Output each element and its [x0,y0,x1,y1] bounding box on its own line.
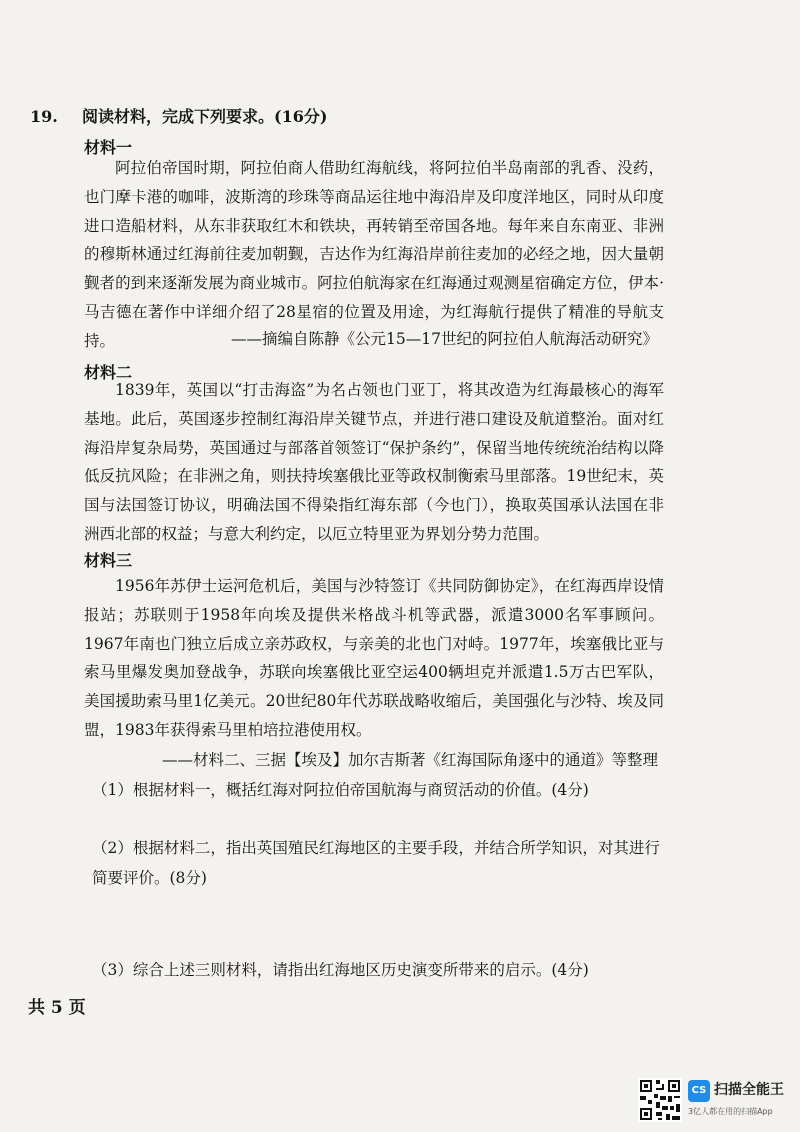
material-1-title: 材料一 [84,138,133,157]
task-1: （1）根据材料一，概括红海对阿拉伯帝国航海与商贸活动的价值。(4分) [92,781,589,799]
material-1-text: 阿拉伯帝国时期，阿拉伯商人借助红海航线，将阿拉伯半岛南部的乳香、没药，也门摩卡港的咖啡，波斯湾的珍珠等商品运往地中海沿岸及印度洋地区，同时从印度进口造船材料，从东非获取红木和铁块，再转销至帝国各地。每年来自东南亚、非洲的穆斯林通过红海前往麦加朝觐，吉达作为红海沿岸前往麦加的必经之地，因大量朝觐者的到来逐渐发展为商业城市。阿拉伯航海家在红海通过观测星宿确定方位，伊本·马吉德在著作中详细介绍了28星宿的位置及用途，为红海航行提供了精准的导航支持。 [84,159,664,350]
qr-code-icon [638,1078,682,1122]
material-2-text: 1839年，英国以“打击海盗”为名占领也门亚丁，将其改造为红海最核心的海军基地。此后，英国逐步控制红海沿岸关键节点，并进行港口建设及航道整治。面对红海沿岸复杂局势，英国通过与部落首领签订“保护条约”，保留当地传统统治结构以降低反抗风险；在非洲之角，则扶持埃塞俄比亚等政权制衡索马里部落。19世纪末，英国与法国签订协议，明确法国不得染指红海东部（今也门），换取英国承认法国在非洲西北部的权益；与意大利约定，以厄立特里亚为界划分势力范围。 [84,381,664,543]
task-2: （2）根据材料二，指出英国殖民红海地区的主要手段，并结合所学知识，对其进行简要评价。(8分) [92,839,660,887]
scanner-tagline: 3亿人都在用的扫描App [688,1107,773,1116]
task-3: （3）综合上述三则材料，请指出红海地区历史演变所带来的启示。(4分) [92,961,589,979]
material-2-title: 材料二 [84,363,133,382]
question-header [30,104,327,127]
scanner-app-name: 扫描全能王 [714,1082,784,1098]
material-3-title: 材料三 [84,551,133,570]
page-count: 共 5 页 [28,998,86,1018]
camscanner-logo-icon: CS [688,1080,710,1102]
material-3-source: ——材料二、三据【埃及】加尔吉斯著《红海国际角逐中的通道》等整理 [161,751,658,769]
question-prompt: 阅读材料，完成下列要求。(16分) [82,107,328,126]
material-1-source: ——摘编自陈静《公元15—17世纪的阿拉伯人航海活动研究》 [231,330,658,348]
question-number: 19. [30,107,58,126]
material-3-text: 1956年苏伊士运河危机后，美国与沙特签订《共同防御协定》，在红海西岸设情报站；苏联则于1958年向埃及提供米格战斗机等武器，派遣3000名军事顾问。1967年南也门独立后成立亲苏政权，与亲美的北也门对峙。1977年，埃塞俄比亚与索马里爆发奥加登战争，苏联向埃塞俄比亚空运400辆坦克并派遣1.5万古巴军队，美国援助索马里1亿美元。20世纪80年代苏联战略收缩后，美国强化与沙特、埃及同盟，1983年获得索马里柏培拉港使用权。 [84,577,664,739]
